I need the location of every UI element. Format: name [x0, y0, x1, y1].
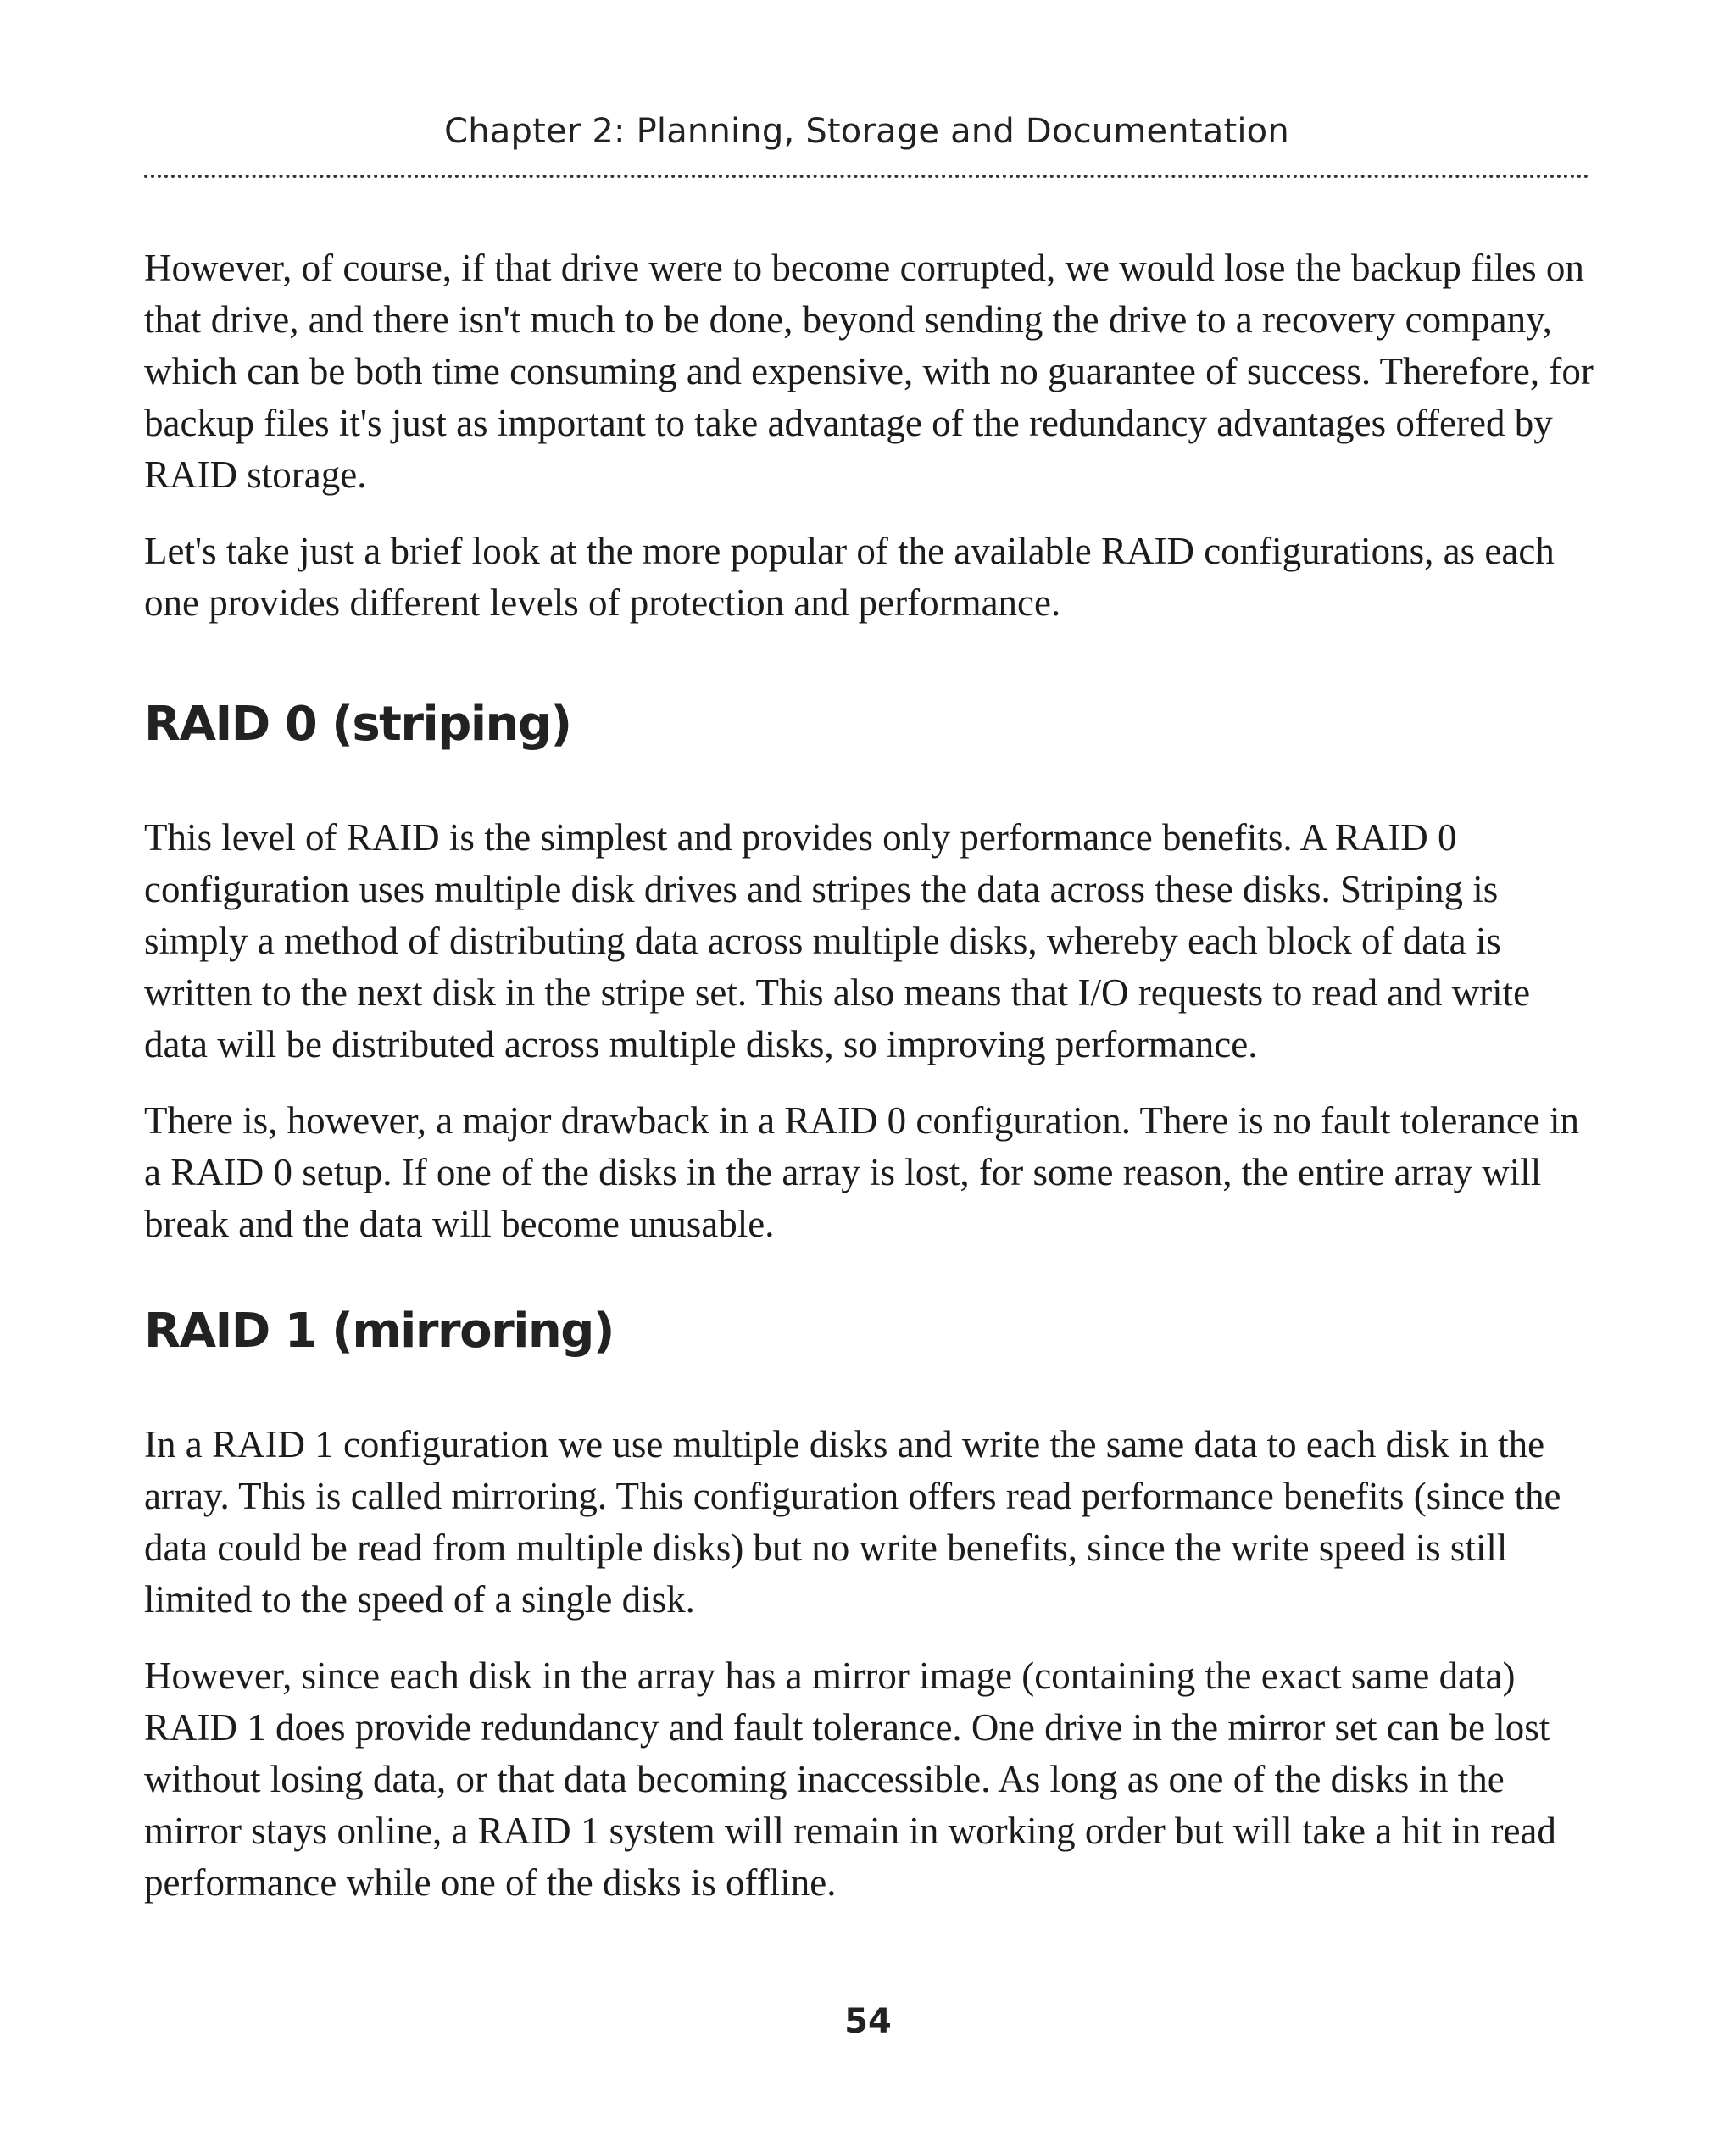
- running-header: Chapter 2: Planning, Storage and Documentation: [444, 112, 1289, 151]
- paragraph: However, since each disk in the array has a mirror image (containing the exact same data) RAID 1 does provide redundancy and fault tolerance. One drive in the mirror set can be lost without losing data, or that data becoming inaccessible. As long as one of the disks in the mirror stays online, a RAID 1 system will remain in working order but will take a hit in read performance while one of the disks is offline.: [144, 1654, 1556, 1904]
- paragraph: Let's take just a brief look at the more popular of the available RAID configurations, as each one provides different levels of protection and performance.: [144, 530, 1555, 624]
- header-dotted-rule: [144, 175, 1589, 178]
- paragraph: There is, however, a major drawback in a RAID 0 configuration. There is no fault tolerance in a RAID 0 setup. If one of the disks in the array is lost, for some reason, the entire array will break and the data will become unusable.: [144, 1099, 1580, 1245]
- page-content: [144, 242, 1595, 1933]
- section-heading-raid0: RAID 0 (striping): [144, 697, 571, 752]
- page-number: 54: [844, 2002, 892, 2041]
- paragraph: This level of RAID is the simplest and provides only performance benefits. A RAID 0 configuration uses multiple disk drives and stripes the data across these disks. Striping is simply a method of distributing data across multiple disks, whereby each block of data is written to the next disk in the stripe set. This also means that I/O requests to read and write data will be distributed across multiple disks, so improving performance.: [144, 816, 1531, 1065]
- paragraph: However, of course, if that drive were to become corrupted, we would lose the backup files on that drive, and there isn't much to be done, beyond sending the drive to a recovery company, which can be both time consuming and expensive, with no guarantee of success. Therefore, for backup files it's just as important to take advantage of the redundancy advantages offered by RAID storage.: [144, 247, 1594, 496]
- section-heading-raid1: RAID 1 (mirroring): [144, 1304, 614, 1359]
- paragraph: In a RAID 1 configuration we use multiple disks and write the same data to each disk in the array. This is called mirroring. This configuration offers read performance benefits (since the data could be read from multiple disks) but no write benefits, since the write speed is still limited to the speed of a single disk.: [144, 1423, 1561, 1621]
